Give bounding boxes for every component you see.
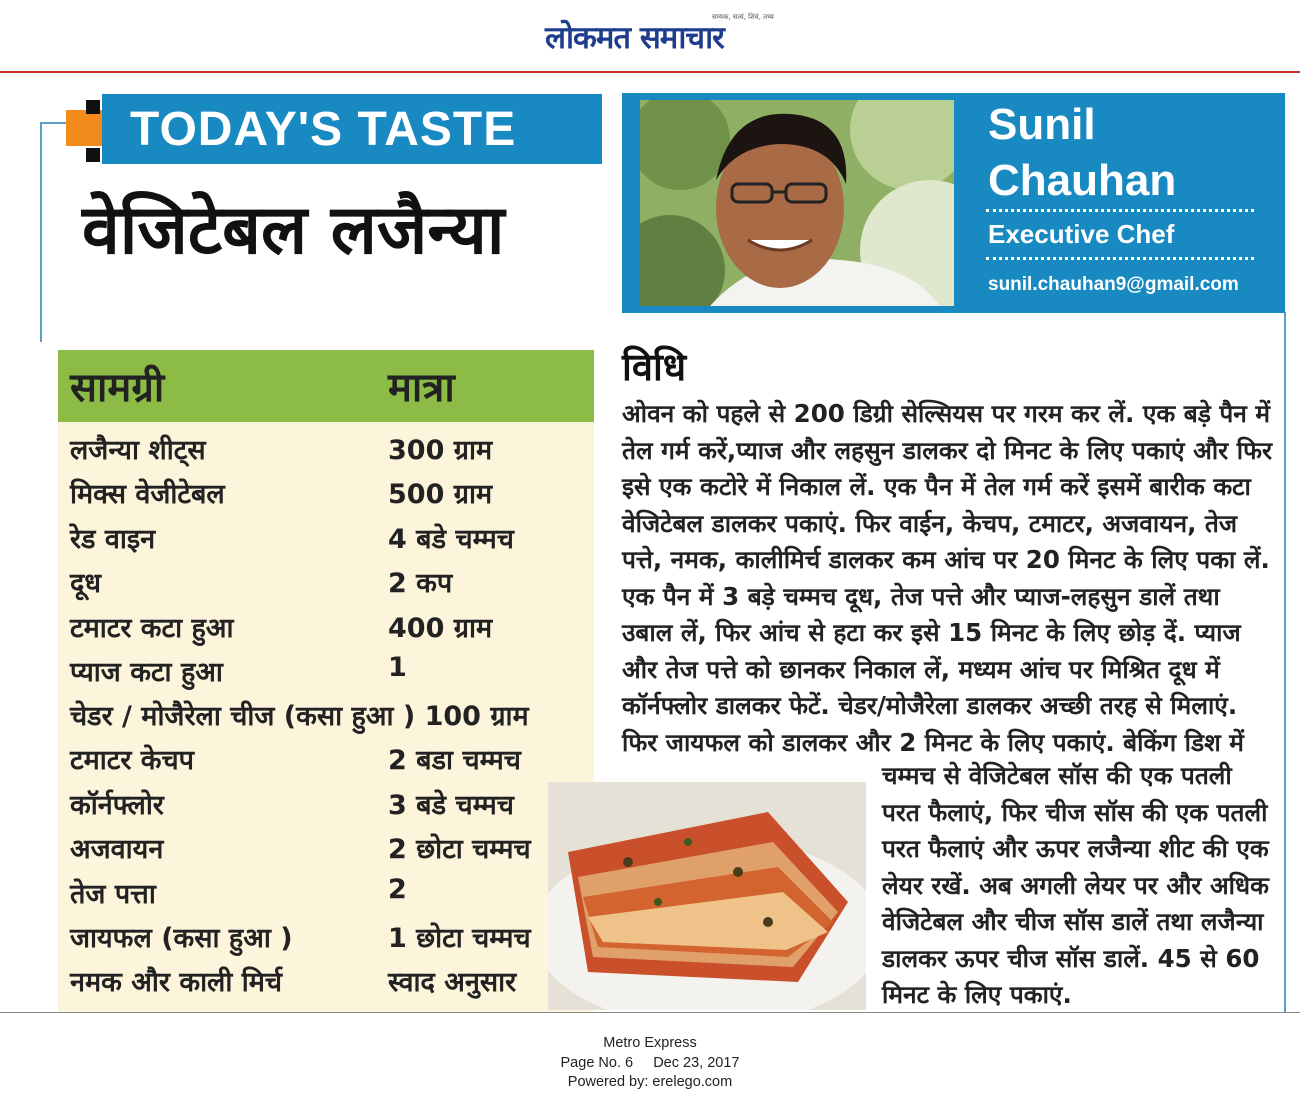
ingredients-header-name: सामग्री: [70, 365, 165, 411]
kicker-label: TODAY'S TASTE: [130, 103, 517, 156]
dotted-divider: [986, 209, 1254, 212]
ingredient-name: टमाटर कटा हुआ: [70, 613, 234, 644]
ingredient-name: रेड वाइन: [70, 524, 156, 555]
ingredients-table: [58, 422, 594, 1012]
chef-portrait-image: [640, 100, 954, 306]
ingredient-qty: 2: [388, 874, 407, 905]
article-headline: वेजिटेबल लजैन्या: [82, 191, 505, 270]
masthead-rule: [0, 71, 1300, 73]
ingredient-name: अजवायन: [70, 834, 164, 865]
ingredient-name: कॉर्नफ्लोर: [70, 790, 164, 821]
ingredient-qty: 2 कप: [388, 568, 453, 599]
chef-email: sunil.chauhan9@gmail.com: [988, 274, 1239, 295]
chef-photo: [640, 100, 954, 306]
frame-line-right: [1284, 312, 1286, 1012]
masthead: [0, 0, 1300, 72]
footer-page-date: Page No. 6 Dec 23, 2017: [560, 1054, 740, 1071]
dotted-divider: [986, 257, 1254, 260]
ingredients-header: [58, 350, 594, 422]
ingredient-name: नमक और काली मिर्च: [70, 967, 283, 998]
method-text-continued: चम्मच से वेजिटेबल सॉस की एक पतली परत फैलाएं, फिर चीज सॉस की एक पतली परत फैलाएं और ऊपर लजैन्या शीट की एक लेयर रखें. अब अगली लेयर पर और अधिक वेजिटेबल और चीज सॉस डालें तथा लजैन्या डालकर ऊपर चीज सॉस डालें. 45 से 60 मिनट के लिए पकाएं.: [882, 761, 1269, 1009]
ingredient-qty: 300 ग्राम: [388, 435, 493, 466]
ingredient-qty: 3 बडे चम्मच: [388, 790, 514, 821]
ingredient-qty: 1 छोटा चम्मच: [388, 923, 531, 954]
kicker-black-square-bottom: [86, 148, 100, 162]
chef-title: Executive Chef: [988, 219, 1175, 249]
ingredient-name: जायफल (कसा हुआ ): [70, 923, 293, 954]
ingredient-qty: 500 ग्राम: [388, 479, 493, 510]
method-title: विधि: [622, 345, 687, 389]
ingredient-name: प्याज कटा हुआ: [70, 657, 223, 688]
ingredient-qty: 1: [388, 652, 407, 683]
chef-last-name: Chauhan: [988, 156, 1177, 205]
ingredients-header-qty: मात्रा: [388, 365, 455, 411]
chef-byline-box: [622, 93, 1285, 313]
ingredient-name: लजैन्या शीट्स: [70, 435, 206, 466]
lasagna-photo: [548, 782, 866, 1010]
ingredient-name: दूध: [70, 568, 101, 599]
frame-line-left: [40, 122, 42, 342]
ingredient-name: मिक्स वेजीटेबल: [70, 479, 225, 510]
frame-line-top: [40, 122, 68, 124]
ingredient-qty: स्वाद अनुसार: [388, 967, 517, 998]
chef-first-name: Sunil: [988, 100, 1096, 149]
footer-publication: Metro Express: [603, 1035, 697, 1051]
section-kicker: [102, 94, 602, 164]
chef-name: [988, 97, 1176, 209]
newspaper-tagline: सम्यक, सत्यं, शिवं, तथ्य: [712, 13, 774, 21]
method-text: ओवन को पहले से 200 डिग्री सेल्सियस पर गरम कर लें. एक बड़े पैन में तेल गर्म करें,प्याज और लहसुन डालकर दो मिनट के लिए पकाएं और फिर इसे एक कटोरे में निकाल लें. एक पैन में तेल गर्म करें इसमें बारीक कटा वेजिटेबल डालकर पकाएं. फिर वाईन, केचप, टमाटर, अजवायन, तेज पत्ते, नमक, कालीमिर्च डालकर कम आंच पर 20 मिनट के लिए पका लें. एक पैन में 3 बड़े चम्मच दूध, तेज पत्ते और प्याज-लहसुन डालें तथा उबाल लें, फिर आंच से हटा कर इसे 15 मिनट के लिए छोड़ दें. प्याज और तेज पत्ते को छानकर निकाल लें, मध्यम आंच पर मिश्रित दूध में कॉर्नफ्लोर डालकर फेटें. चेडर/मोजैरेला डालकर अच्छी तरह से मिलाएं. फिर जायफल को डालकर और 2 मिनट के लिए पकाएं. बेकिंग डिश में: [622, 399, 1272, 757]
kicker-black-square-top: [86, 100, 100, 114]
ingredient-name: तेज पत्ता: [70, 879, 156, 910]
page-footer: [0, 1034, 1300, 1093]
lasagna-image: [548, 782, 866, 1010]
kicker-orange-square: [66, 110, 102, 146]
ingredient-qty: 4 बडे चम्मच: [388, 524, 514, 555]
ingredient-qty: 2 बडा चम्मच: [388, 745, 521, 776]
ingredient-qty: 400 ग्राम: [388, 613, 493, 644]
ingredient-qty: 2 छोटा चम्मच: [388, 834, 531, 865]
ingredient-name: टमाटर केचप: [70, 745, 195, 776]
footer-powered-by: Powered by: erelego.com: [567, 1074, 733, 1090]
ingredient-name: चेडर / मोजैरेला चीज (कसा हुआ ) 100 ग्राम: [70, 701, 529, 732]
newspaper-logo: लोकमत समाचार: [545, 20, 724, 56]
